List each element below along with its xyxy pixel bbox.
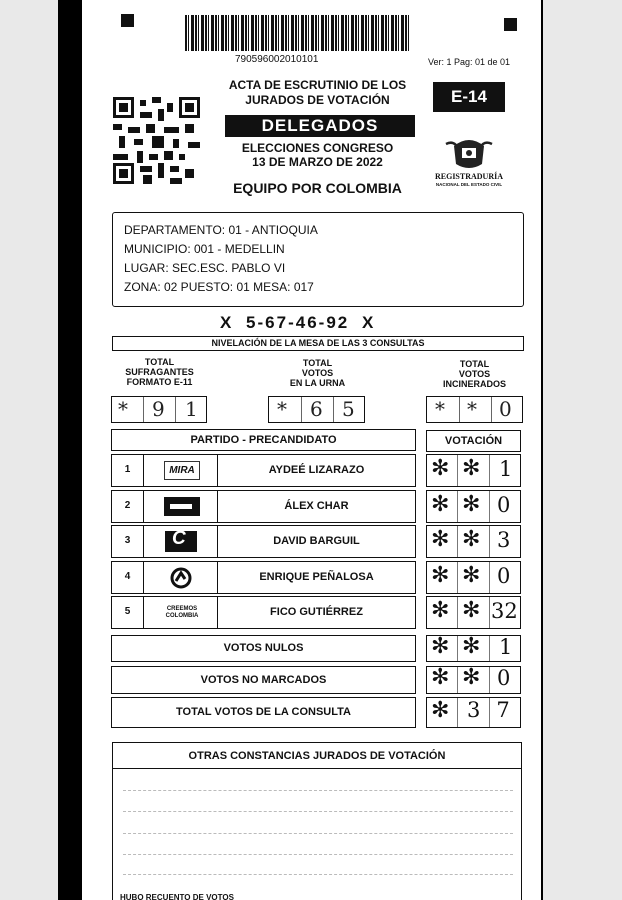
- incinerados-header: TOTAL VOTOS INCINERADOS: [442, 359, 506, 389]
- candidate-row: [111, 454, 416, 487]
- candidate-number: 1: [112, 455, 144, 486]
- vote-value: 0: [497, 564, 511, 588]
- vote-value: 1: [499, 457, 513, 481]
- seal-subtitle: NACIONAL DEL ESTADO CIVIL: [435, 182, 503, 187]
- delegados-banner: DELEGADOS: [225, 115, 415, 137]
- title-line-1: ACTA DE ESCRUTINIO DE LOS: [228, 78, 407, 92]
- zona-line: ZONA: 02 PUESTO: 01 MESA: 017: [124, 280, 314, 294]
- nivelacion-banner: NIVELACIÓN DE LA MESA DE LAS 3 CONSULTAS: [112, 336, 524, 351]
- votos-no-marcados-label: VOTOS NO MARCADOS: [111, 666, 416, 694]
- coat-of-arms-icon: [424, 136, 514, 172]
- mesa-code: X 5-67-46-92 X: [220, 313, 376, 332]
- sufragantes-digit: 9: [152, 397, 165, 421]
- candidate-number: 3: [112, 526, 144, 557]
- sufragantes-value-box: [111, 396, 207, 423]
- vote-box: ✻ ✻ 0: [426, 490, 521, 523]
- candidate-row: [111, 596, 416, 629]
- candidate-number: 5: [112, 597, 144, 628]
- candidate-name: ÁLEX CHAR: [284, 500, 349, 512]
- municipio-line: MUNICIPIO: 001 - MEDELLIN: [124, 242, 285, 256]
- sufragantes-digit: *: [118, 397, 128, 421]
- party-logo-icon: [144, 562, 218, 593]
- urna-digit: *: [277, 397, 287, 421]
- candidate-name: FICO GUTIÉRREZ: [270, 606, 363, 618]
- vote-box: ✻ ✻ 3: [426, 525, 521, 558]
- title-line-2: JURADOS DE VOTACIÓN: [245, 93, 390, 107]
- vote-box: ✻ ✻ 32: [426, 596, 521, 629]
- no-marcados-vote-box: ✻ ✻ 0: [426, 666, 521, 694]
- vote-value: 37: [467, 698, 526, 722]
- registration-mark: [504, 18, 517, 31]
- creemos-logo-icon: CREEMOS COLOMBIA: [144, 597, 218, 628]
- incinerados-digit: *: [435, 397, 445, 421]
- version-label: Ver: 1 Pag: 01 de 01: [428, 57, 511, 67]
- candidate-number: 2: [112, 491, 144, 522]
- form-code-badge: E-14: [433, 82, 505, 112]
- sufragantes-header: TOTAL SUFRAGANTES FORMATO E-11: [125, 357, 194, 387]
- votos-nulos-label: VOTOS NULOS: [111, 635, 416, 662]
- coalition-name: EQUIPO POR COLOMBIA: [233, 180, 402, 196]
- incinerados-value-box: [426, 396, 523, 423]
- total-vote-box: ✻ 37: [426, 697, 521, 728]
- election-line-2: 13 DE MARZO DE 2022: [252, 155, 383, 169]
- lugar-line: LUGAR: SEC.ESC. PABLO VI: [124, 261, 286, 275]
- urna-digit: 6: [310, 397, 323, 421]
- qr-code-icon: [113, 97, 200, 184]
- departamento-line: DEPARTAMENTO: 01 - ANTIOQUIA: [124, 223, 318, 237]
- vote-value: 0: [497, 493, 511, 517]
- vote-value: 32: [491, 599, 518, 623]
- party-logo-icon: C: [144, 526, 218, 557]
- vote-box: ✻ ✻ 0: [426, 561, 521, 594]
- left-background: [0, 0, 58, 900]
- urna-header: TOTAL VOTOS EN LA URNA: [289, 358, 346, 388]
- partido-header: PARTIDO - PRECANDIDATO: [111, 429, 416, 451]
- incinerados-digit: *: [467, 397, 477, 421]
- total-votos-label: TOTAL VOTOS DE LA CONSULTA: [111, 697, 416, 728]
- right-background: [543, 0, 622, 900]
- candidate-name: AYDEÉ LIZARAZO: [268, 464, 365, 476]
- barcode-number: 790596002010101: [235, 54, 319, 65]
- candidate-row: [111, 490, 416, 523]
- party-logo-icon: [144, 491, 218, 522]
- recuento-label: HUBO RECUENTO DE VOTOS: [120, 893, 234, 900]
- election-line-1: ELECCIONES CONGRESO: [241, 141, 394, 155]
- candidate-name: DAVID BARGUIL: [273, 535, 360, 547]
- candidate-row: [111, 561, 416, 594]
- nulos-vote-box: ✻ ✻ 1: [426, 635, 521, 662]
- vote-value: 0: [497, 666, 511, 690]
- vote-box: ✻ ✻ 1: [426, 454, 521, 487]
- otras-constancias-box: [112, 742, 522, 900]
- sufragantes-digit: 1: [185, 397, 198, 421]
- registration-mark: [121, 14, 134, 27]
- votacion-header: VOTACIÓN: [426, 430, 521, 452]
- urna-value-box: [268, 396, 365, 423]
- urna-digit: 5: [342, 397, 355, 421]
- candidate-number: 4: [112, 562, 144, 593]
- left-border: [58, 0, 82, 900]
- mira-logo-icon: MIRA: [144, 455, 218, 486]
- vote-value: 1: [499, 635, 513, 659]
- vote-value: 3: [497, 528, 511, 552]
- candidate-row: [111, 525, 416, 558]
- otras-constancias-title: OTRAS CONSTANCIAS JURADOS DE VOTACIÓN: [113, 743, 521, 769]
- candidate-name: ENRIQUE PEÑALOSA: [259, 571, 374, 583]
- barcode: [185, 15, 410, 51]
- incinerados-digit: 0: [499, 397, 512, 421]
- seal-title: REGISTRADURÍA: [434, 172, 503, 181]
- registraduria-seal: [424, 136, 514, 192]
